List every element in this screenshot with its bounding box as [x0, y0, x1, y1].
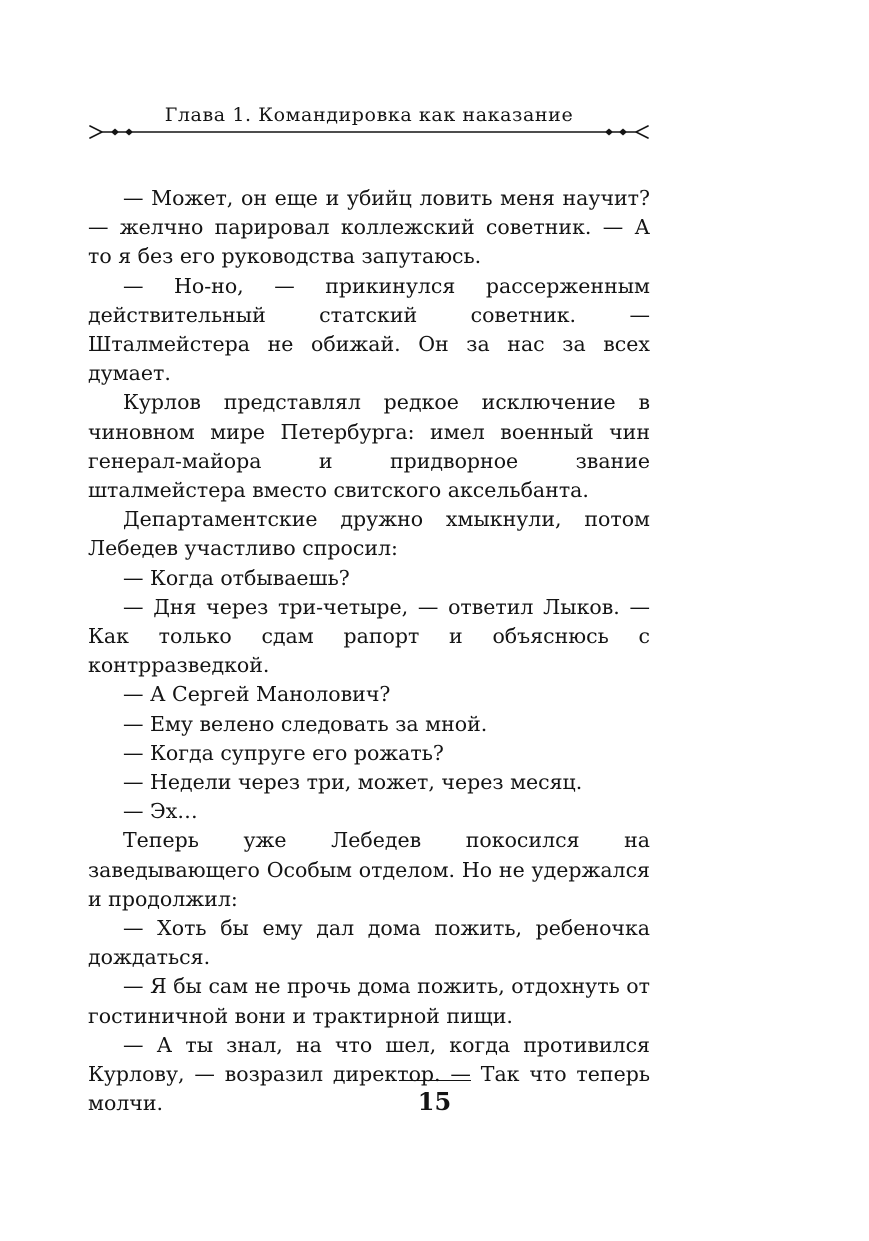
paragraph: — А ты знал, на что шел, когда противился Курлову, — возразил директор. — Так что теперь молчи.	[88, 1032, 650, 1116]
right-diamond-ornament-1	[605, 129, 613, 136]
left-chevron-ornament	[90, 126, 102, 138]
paragraph: — Недели через три, может, через месяц.	[123, 770, 583, 795]
paragraph: — Когда отбываешь?	[123, 565, 350, 590]
paragraph: — А Сергей Манолович?	[123, 682, 391, 707]
paragraph: — Хоть бы ему дал дома пожить, ребеночка дождаться.	[88, 916, 650, 970]
paragraph: — Когда супруге его рожать?	[123, 740, 444, 765]
page-footer	[0, 1070, 869, 1116]
running-title: Глава 1. Командировка как наказание	[164, 104, 574, 126]
paragraph: Департаментские дружно хмыкнули, потом Лебедев участливо спросил:	[88, 507, 650, 561]
running-header	[88, 100, 650, 140]
paragraph: Курлов представлял редкое исключение в чиновном мире Петербурга: имел военный чин генерал-майора и придворное звание шталмейстера вместо свитского аксельбанта.	[88, 390, 650, 503]
folio-rule	[399, 1080, 471, 1081]
paragraph: — Но-но, — прикинулся рассерженным действительный статский советник. — Шталмейстера не обижай. Он за нас за всех думает.	[88, 273, 650, 386]
page-number: 15	[417, 1087, 452, 1116]
right-chevron-ornament	[636, 126, 648, 138]
left-diamond-ornament-1	[111, 129, 119, 136]
left-diamond-ornament-2	[125, 129, 133, 136]
ornamental-rule	[88, 122, 650, 142]
paragraph: Теперь уже Лебедев покосился на заведывающего Особым отделом. Но не удержался и продолжил:	[88, 828, 650, 911]
paragraph: — Может, он еще и убийц ловить меня научит? — желчно парировал коллежский советник. — А то я без его руководства запутаюсь.	[88, 186, 650, 269]
paragraph: — Я бы сам не прочь дома пожить, отдохнуть от гостиничной вони и трактирной пищи.	[88, 974, 650, 1028]
body-text	[88, 184, 650, 1119]
paragraph: — Ему велено следовать за мной.	[123, 711, 488, 736]
right-diamond-ornament-2	[619, 129, 627, 136]
paragraph: — Эх…	[123, 799, 198, 824]
paragraph: — Дня через три-четыре, — ответил Лыков. — Как только сдам рапорт и объяснюсь с контрразведкой.	[88, 594, 650, 678]
